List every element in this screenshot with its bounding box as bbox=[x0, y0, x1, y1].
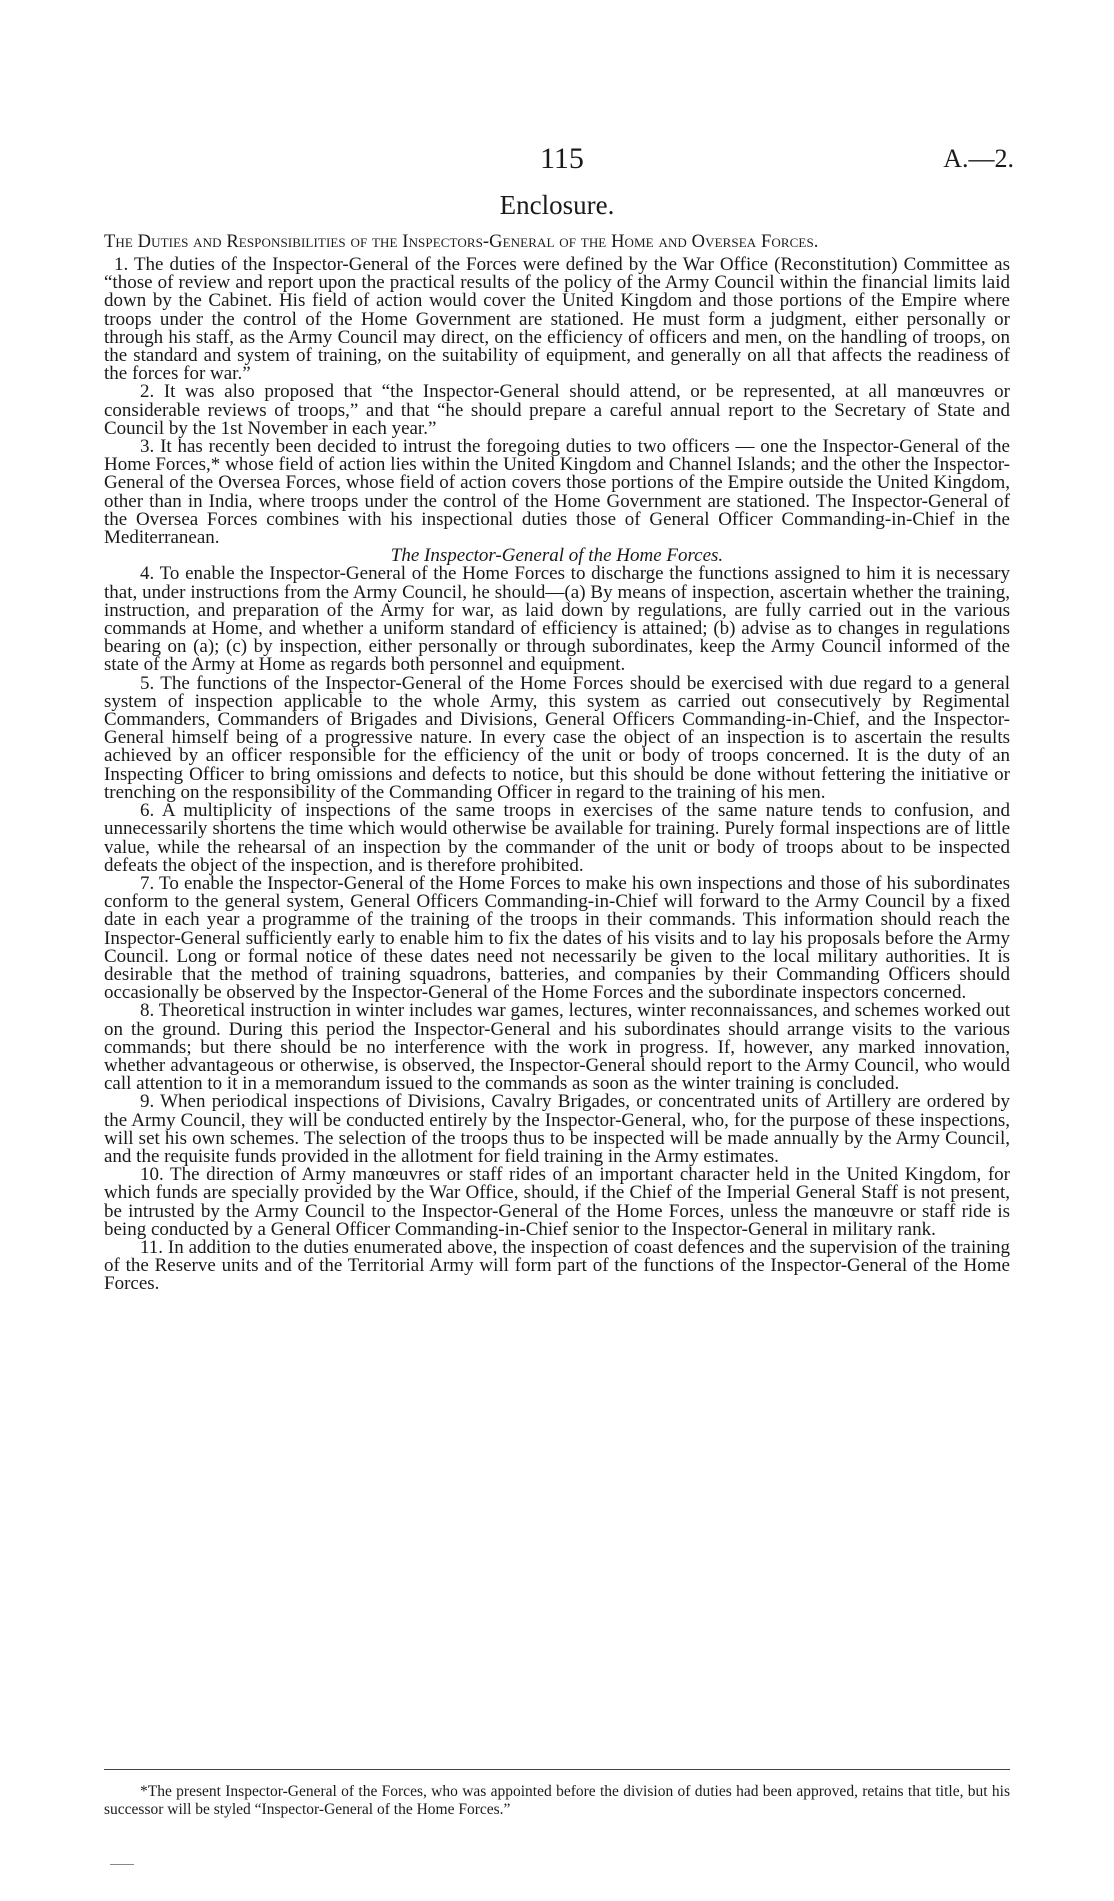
paragraph-11: 11. In addition to the duties enumerated above, the inspection of coast defences and the supervision of the training of the Reserve units and of the Territorial Army will form part of the functions of the Inspector-General of the Home Forces. bbox=[104, 1236, 1010, 1295]
printer-mark bbox=[110, 1864, 134, 1865]
paragraph-4: 4. To enable the Inspector-General of the Home Forces to discharge the functions assigned to him it is necessary that, under instructions from the Army Council, he should—(a) By means of inspection, ascertain whether the training, instruction, and preparation of the Army for war, as laid down by regulations, are fully carried out in the various commands at Home, and whether a uniform standard of efficiency is attained; (b) advise as to changes in regulations bearing on (a); (c) by inspection, either personally or through subordinates, keep the Army Council informed of the state of the Army at Home as regards both personnel and equipment. bbox=[104, 563, 1010, 676]
enclosure-title: Enclosure. bbox=[499, 190, 615, 220]
paragraph-1: 1. The duties of the Inspector-General of the Forces were defined by the War Office (Reconstitution) Committee as “those of review and report upon the practical results of the policy of the Army Council within the financial limits laid down by the Cabinet. His field of action would cover the United Kingdom and those portions of the Empire where troops under the control of the Home Government are stationed. He must form a judgment, either personally or through his staff, as the Army Council may direct, on the efficiency of officers and men, on the handling of troops, on the standard and system of training, on the suitability of equipment, and generally on all that affects the readiness of the forces for war.” bbox=[104, 254, 1010, 385]
section-heading: The Duties and Responsibilities of the Inspectors-General of the Home and Oversea Forces. bbox=[104, 232, 819, 252]
paragraph-9: 9. When periodical inspections of Divisions, Cavalry Brigades, or concentrated units of Artillery are ordered by the Army Council, they will be conducted entirely by the Inspector-General, who, for the purpose of these inspections, will set his own schemes. The selection of the troops thus to be inspected will be made annually by the Army Council, and the requisite funds provided in the allotment for field training in the Army estimates. bbox=[104, 1091, 1010, 1167]
paragraph-7: 7. To enable the Inspector-General of the Home Forces to make his own inspections and those of his subordinates conform to the general system, General Officers Commanding-in-Chief will forward to the Army Council by a fixed date in each year a programme of the training of the troops in their commands. This information should reach the Inspector-General sufficiently early to enable him to fix the dates of his visits and to lay his proposals before the Army Council. Long or formal notice of these dates need not necessarily be given to the local military authorities. It is desirable that the method of training squadrons, batteries, and companies by their Commanding Officers should occasionally be observed by the Inspector-General of the Home Forces and the subordinate inspectors concerned. bbox=[104, 872, 1010, 1004]
footnote-text: *The present Inspector-General of the Forces, who was appointed before the division of duties had been approved, retains that title, but his successor will be styled “Inspector-General of the Home Forces.” bbox=[104, 1783, 1010, 1818]
subheading: The Inspector-General of the Home Forces. bbox=[390, 545, 724, 567]
page-number: 115 bbox=[540, 142, 584, 175]
body-text bbox=[104, 256, 1010, 1294]
paragraph-5: 5. The functions of the Inspector-General of the Home Forces should be exercised with due regard to a general system of inspection applicable to the whole Army, this system as carried out consecutively by Regimental Commanders, Commanders of Brigades and Divisions, General Officers Commanding-in-Chief, and the Inspector-General himself being of a progressive nature. In every case the object of an inspection is to ascertain the results achieved by an officer responsible for the efficiency of the unit or body of troops concerned. It is the duty of an Inspecting Officer to bring omissions and defects to notice, but this should be done without fettering the initiative or trenching on the responsibility of the Commanding Officer in regard to the training of his men. bbox=[104, 672, 1010, 803]
paragraph-8: 8. Theoretical instruction in winter includes war games, lectures, winter reconnaissances, and schemes worked out on the ground. During this period the Inspector-General and his subordinates should arrange visits to the various commands; but there should be no interference with the work in progress. If, however, any marked innovation, whether advantageous or otherwise, is observed, the Inspector-General should report to the Army Council, who would call attention to it in a memorandum issued to the commands as soon as the winter training is concluded. bbox=[104, 1000, 1010, 1095]
footnote-divider bbox=[104, 1769, 1010, 1770]
footnote bbox=[104, 1783, 1010, 1819]
document-reference: A.—2. bbox=[943, 144, 1014, 173]
paragraph-10: 10. The direction of Army manœuvres or staff rides of an important character held in the United Kingdom, for which funds are specially provided by the War Office, should, if the Chief of the Imperial General Staff is not present, be intrusted by the Army Council to the Inspector-General of the Home Forces, unless the manœuvre or staff ride is being conducted by a General Officer Commanding-in-Chief senior to the Inspector-General in military rank. bbox=[104, 1164, 1010, 1240]
paragraph-6: 6. A multiplicity of inspections of the same troops in exercises of the same nature tends to confusion, and unnecessarily shortens the time which would otherwise be available for training. Purely formal inspections are of little value, while the rehearsal of an inspection by the commander of the unit or body of troops about to be inspected defeats the object of the inspection, and is therefore prohibited. bbox=[104, 800, 1010, 876]
paragraph-2: 2. It was also proposed that “the Inspector-General should attend, or be represented, at all manœuvres or considerable reviews of troops,” and that “he should prepare a careful annual report to the Secretary of State and Council by the 1st November in each year.” bbox=[104, 381, 1010, 439]
paragraph-3: 3. It has recently been decided to intrust the foregoing duties to two officers — one the Inspector-General of the Home Forces,* whose field of action lies within the United Kingdom and Channel Islands; and the other the Inspector-General of the Oversea Forces, whose field of action covers those portions of the Empire outside the United Kingdom, other than in India, where troops under the control of the Home Government are stationed. The Inspector-General of the Oversea Forces combines with his inspectional duties those of General Officer Commanding-in-Chief in the Mediterranean. bbox=[104, 436, 1010, 549]
